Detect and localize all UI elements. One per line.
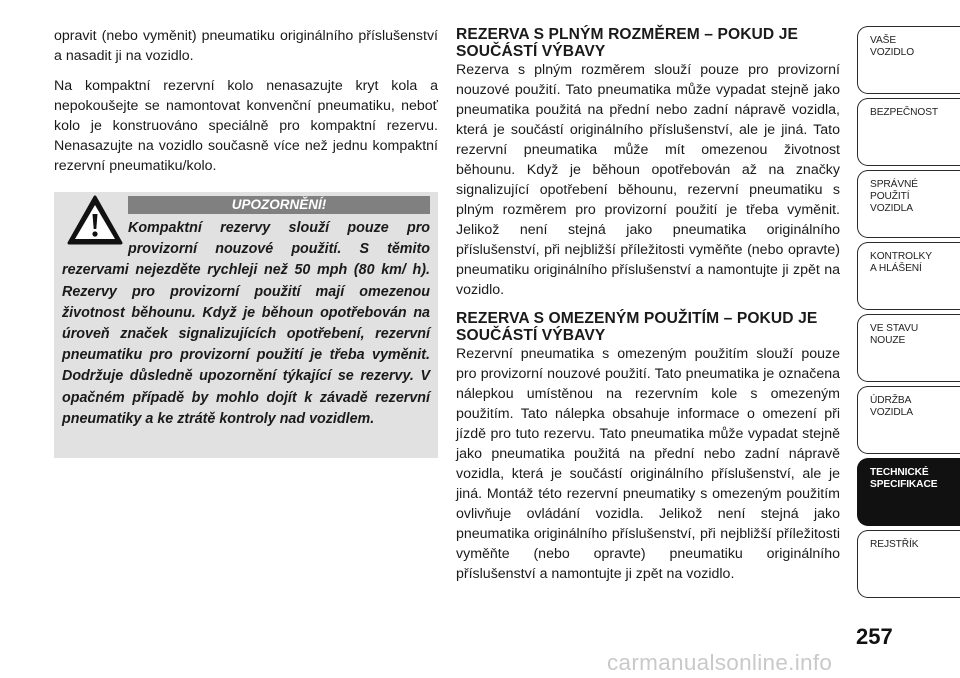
left-column [54,26,438,458]
tab-bezpe-nost[interactable]: BEZPEČNOST [857,98,960,166]
tab-kontrolky[interactable]: KONTROLKY A HLÁŠENÍ [857,242,960,310]
section-text-limited-use-spare: Rezervní pneumatika s omezeným použitím slouží pouze pro provizorní nouzové použití. Tato pneumatika je označena nálepkou umístěnou na rezervním kole s omezeným použitím. Tato nálepka obsahuje informace o omezení při jízdě pro tuto rezervu. Tato pneumatika může vypadat stejně jako pneumatika použitá na přední nebo zadní nápravě vozidla, která je součástí originálního příslušenství, ale je jiná. Montáž této rezervní pneumatiky s omezeným použitím ovlivňuje ovládání vozidla. Jelikož není stejná jako pneumatika originálního příslušenství, při nejbližší příležitosti vyměňte (nebo opravte) pneumatiku originálního příslušenství a namontujte ji zpět na vozidlo. [456,346,840,582]
warning-text: Kompaktní rezervy slouží pouze pro provizorní nouzové použití. S těmito rezervami nejezděte rychleji než 50 mph (80 km/ h). Rezervy pro provizorní použití mají omezenou životnost běhounu. Když je běhoun opotřebován na úroveň značek signalizujících opotřebení, rezervní pneumatiku pro provizorní použití je třeba vyměnit. Dodržuje důsledně upozornění týkající se rezervy. V opačném případě by mohlo dojít k závadě rezervní pneumatiky a ke ztrátě kontroly nad vozidlem. [62,220,430,427]
page-number: 257 [856,624,893,649]
section-heading-full-size-spare: REZERVA S PLNÝM ROZMĚREM – POKUD JE SOUČÁSTÍ VÝBAVY [456,26,798,60]
section-text-full-size-spare: Rezerva s plným rozměrem slouží pouze pro provizorní nouzové použití. Tato pneumatika může vypadat stejně jako pneumatika použitá na přední nebo zadní nápravě vozidla, která je součástí originálního příslušenství, ale je jiná. Tato rezervní pneumatika může mít omezenou životnost běhounu. Když je běhoun opotřebován až na značky signalizující opotřebení běhounu, rezervní pneumatiku s plným rozměrem pro provizorní použití je třeba vyměnit. Jelikož není stejná jako pneumatika originálního příslušenství, při nejbližší příležitosti vyměňte (nebo opravte) pneumatiku originálního příslušenství a namontujte ji zpět na vozidlo. [456,62,840,298]
warning-triangle-icon [66,194,124,246]
tab-rejst-k[interactable]: REJSTŘÍK [857,530,960,598]
watermark: carmanualsonline.info [607,650,833,675]
warning-title: UPOZORNĚNÍ! [128,196,430,214]
chapter-tabs [857,26,960,602]
tab-technick-[interactable]: TECHNICKÉ SPECIFIKACE [857,458,960,526]
paragraph-1: opravit (nebo vyměnit) pneumatiku originálního příslušenství a nasadit ji na vozidlo. [54,28,438,64]
warning-box [54,192,438,458]
right-column [456,26,840,594]
tab-va-e[interactable]: VAŠE VOZIDLO [857,26,960,94]
tab--dr-ba[interactable]: ÚDRŽBA VOZIDLA [857,386,960,454]
section-heading-limited-use-spare: REZERVA S OMEZENÝM POUŽITÍM – POKUD JE SOUČÁSTÍ VÝBAVY [456,310,818,344]
tab-spr-vn-[interactable]: SPRÁVNÉ POUŽITÍ VOZIDLA [857,170,960,238]
tab-ve-stavu[interactable]: VE STAVU NOUZE [857,314,960,382]
paragraph-2: Na kompaktní rezervní kolo nenasazujte kryt kola a nepokoušejte se namontovat konvenční pneumatiku, neboť kolo je konstruováno speciálně pro kompaktní rezervu. Nenasazujte na vozidlo současně více než jednu kompaktní rezervní pneumatiku/kolo. [54,78,438,174]
